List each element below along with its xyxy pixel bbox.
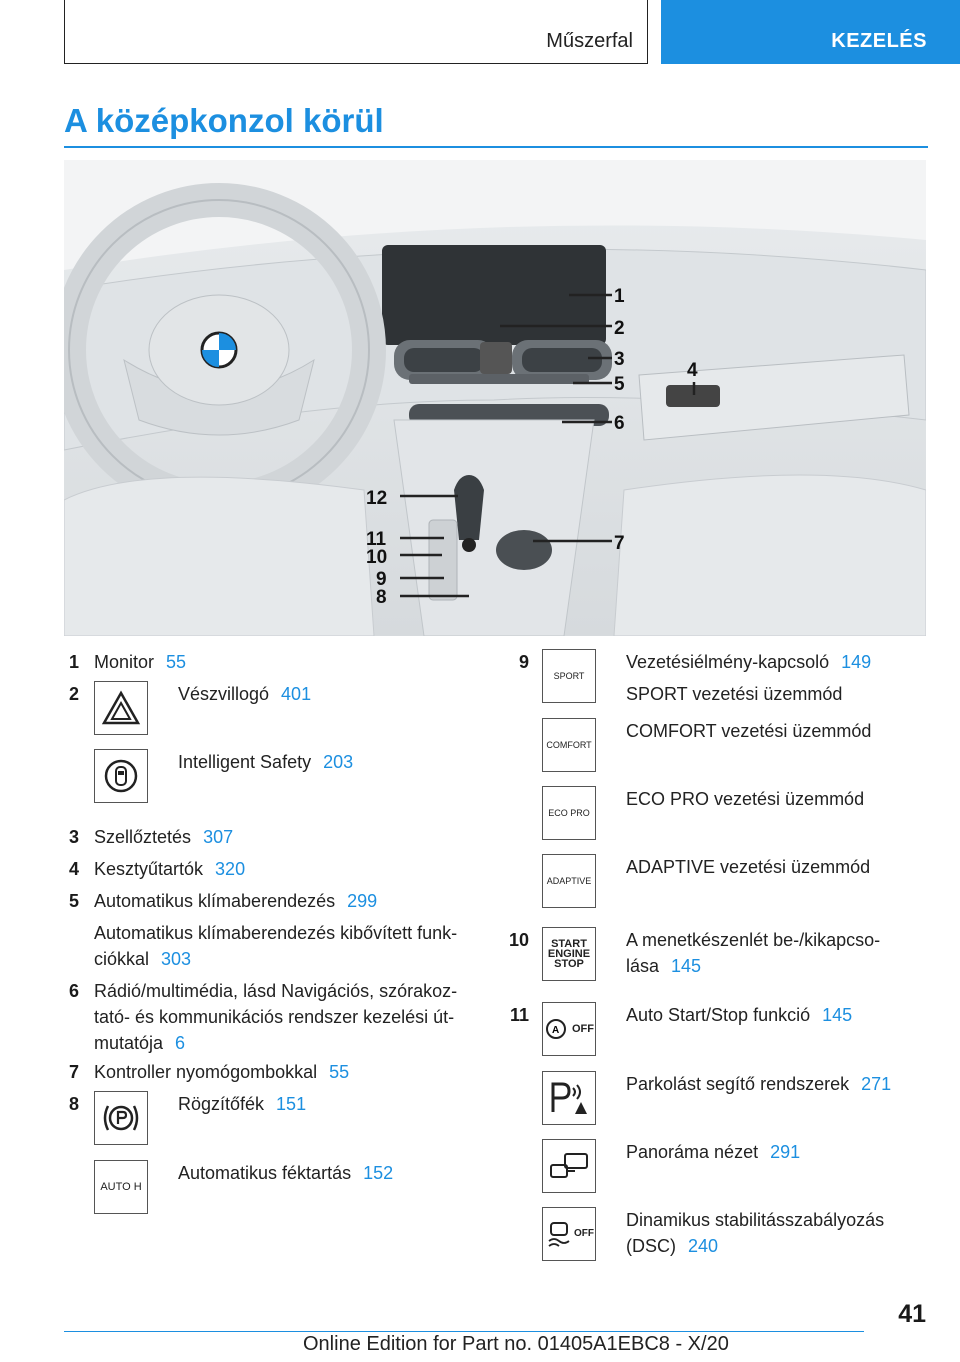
item-label-line: mutatója: [94, 1033, 164, 1053]
item-label-line: Automatikus klímaberendezés kibővített funk-: [94, 923, 458, 943]
svg-text:A: A: [552, 1025, 560, 1036]
item-label: Automatikus klímaberendezés: [94, 891, 336, 911]
off-icon-text: OFF: [574, 1228, 594, 1239]
list-item-9d: [626, 854, 870, 880]
footer-edition: Online Edition for Part no. 01405A1EBC8 - X/20: [303, 1333, 729, 1355]
dsc-off-icon: [542, 1207, 596, 1261]
list-item-8a: [178, 1091, 306, 1117]
page-ref-link[interactable]: 55: [166, 652, 187, 672]
item-label: Panoráma nézet: [626, 1142, 759, 1162]
page-ref-link[interactable]: 149: [841, 652, 872, 672]
item-number-4: 4: [68, 859, 79, 879]
list-item-8b: [178, 1160, 393, 1186]
item-label: Kontroller nyomógombokkal: [94, 1062, 318, 1082]
chapter-title: KEZELÉS: [831, 30, 927, 52]
auto-hold-icon: [94, 1160, 148, 1214]
page-title: A középkonzol körül: [64, 102, 384, 139]
page-ref-link[interactable]: 271: [861, 1074, 892, 1094]
item-label: Monitor: [94, 652, 155, 672]
dashboard-photo: [64, 160, 926, 636]
callout-1: 1: [614, 286, 625, 307]
callout-11: 11: [366, 529, 387, 550]
item-label-line: A menetkészenlét be-/kikapcso-: [626, 930, 881, 950]
intelligent-safety-icon: [94, 749, 148, 803]
page-ref-link[interactable]: 55: [329, 1062, 350, 1082]
list-item-2b: [178, 749, 353, 775]
item-label: ECO PRO vezetési üzemmód: [626, 789, 865, 809]
item-number-2: 2: [68, 684, 79, 704]
list-item-7: [94, 1059, 349, 1085]
off-icon-text: OFF: [572, 1023, 594, 1035]
item-label-line: tató- és kommunikációs rendszer kezelési út-: [94, 1007, 455, 1027]
page-ref-link[interactable]: 203: [323, 752, 354, 772]
item-label: SPORT vezetési üzemmód: [626, 684, 843, 704]
item-label-line: ciókkal: [94, 949, 150, 969]
eco-pro-icon-text: ECO PRO: [548, 808, 590, 818]
item-label: Intelligent Safety: [178, 752, 312, 772]
page-ref-link[interactable]: 291: [770, 1142, 801, 1162]
list-item-6: [94, 978, 457, 1056]
adaptive-icon-text: ADAPTIVE: [546, 876, 592, 886]
item-number-1: 1: [68, 652, 79, 672]
item-label: Parkolást segítő rendszerek: [626, 1074, 850, 1094]
item-number-11: 11: [509, 1005, 529, 1025]
list-item-3: [94, 824, 233, 850]
page-ref-link[interactable]: 401: [281, 684, 312, 704]
hazard-warning-icon: [94, 681, 148, 735]
list-item-1: [94, 649, 186, 675]
item-number-3: 3: [68, 827, 79, 847]
start-icon-text: START: [551, 938, 587, 950]
list-item-5b: [94, 920, 457, 972]
sport-mode-icon: [542, 649, 596, 703]
header-chapter-tab[interactable]: [661, 0, 960, 64]
callout-4: 4: [687, 360, 698, 381]
engine-icon-text: ENGINE: [547, 948, 591, 960]
item-label: Auto Start/Stop funkció: [626, 1005, 811, 1025]
page-ref-link[interactable]: 303: [161, 949, 192, 969]
section-title: Műszerfal: [546, 30, 633, 52]
item-number-5: 5: [68, 891, 79, 911]
page-ref-link[interactable]: 6: [175, 1033, 186, 1053]
item-number-6: 6: [68, 981, 79, 1001]
item-label-line: Rádió/multimédia, lásd Navigációs, szórakoz-: [94, 981, 458, 1001]
gear-selector-shape: [454, 475, 484, 540]
list-item-10: [626, 927, 880, 979]
page-ref-link[interactable]: 299: [347, 891, 378, 911]
list-item-11b: [626, 1071, 891, 1097]
list-item-11a: [626, 1002, 852, 1028]
callout-8: 8: [376, 587, 387, 608]
page-ref-link[interactable]: 151: [276, 1094, 307, 1114]
comfort-icon-text: COMFORT: [546, 740, 592, 750]
page-ref-link[interactable]: 152: [363, 1163, 394, 1183]
page-ref-link[interactable]: 320: [215, 859, 246, 879]
list-item-5: [94, 888, 377, 914]
item-label: Kesztyűtartók: [94, 859, 204, 879]
item-number-8: 8: [68, 1094, 79, 1114]
item-label-line: lása: [626, 956, 660, 976]
item-number-10: 10: [508, 930, 529, 950]
item-number-7: 7: [68, 1062, 79, 1082]
start-stop-button-icon: [542, 927, 596, 981]
eco-pro-mode-icon: [542, 786, 596, 840]
adaptive-mode-icon: [542, 854, 596, 908]
callout-12: 12: [366, 488, 388, 509]
item-label: Vészvillogó: [178, 684, 270, 704]
auto-hold-icon-text: AUTO H: [100, 1181, 142, 1193]
list-item-4: [94, 856, 245, 882]
park-assist-icon: [542, 1071, 596, 1125]
page-ref-link[interactable]: 240: [688, 1236, 719, 1256]
item-label-line: Dinamikus stabilitásszabályozás: [626, 1210, 885, 1230]
item-label-line: (DSC): [626, 1236, 676, 1256]
callout-7: 7: [614, 533, 625, 554]
item-label: Szellőztetés: [94, 827, 192, 847]
item-number-9: 9: [518, 652, 529, 672]
list-item-11c: [626, 1139, 800, 1165]
callout-3: 3: [614, 349, 625, 370]
list-item-9b: [626, 718, 871, 744]
comfort-mode-icon: [542, 718, 596, 772]
item-label: Rögzítőfék: [178, 1094, 265, 1114]
stop-icon-text: STOP: [554, 958, 584, 970]
list-item-9a: [626, 649, 871, 707]
header-section-box: [64, 0, 648, 64]
list-item-9c: [626, 786, 864, 812]
callout-10: 10: [366, 547, 388, 568]
callout-2: 2: [614, 318, 625, 339]
callout-9: 9: [376, 569, 387, 590]
list-item-11d: [626, 1207, 884, 1259]
sport-icon-text: SPORT: [553, 671, 585, 681]
page-ref-link[interactable]: 307: [203, 827, 234, 847]
item-label: ADAPTIVE vezetési üzemmód: [626, 857, 871, 877]
title-rule: [64, 146, 928, 148]
page-ref-link[interactable]: 145: [822, 1005, 853, 1025]
panorama-view-icon: [542, 1139, 596, 1193]
item-label: Vezetésiélmény-kapcsoló: [626, 652, 830, 672]
page-number: 41: [898, 1300, 926, 1328]
item-label: COMFORT vezetési üzemmód: [626, 721, 872, 741]
footer-rule: [64, 1331, 864, 1332]
page-ref-link[interactable]: 145: [671, 956, 702, 976]
list-item-2a: [178, 681, 311, 707]
callout-5: 5: [614, 374, 625, 395]
item-label: Automatikus féktartás: [178, 1163, 352, 1183]
auto-start-stop-icon: [542, 1002, 596, 1056]
parking-brake-icon: [94, 1091, 148, 1145]
controller-knob-shape: [496, 530, 552, 570]
callout-6: 6: [614, 413, 625, 434]
